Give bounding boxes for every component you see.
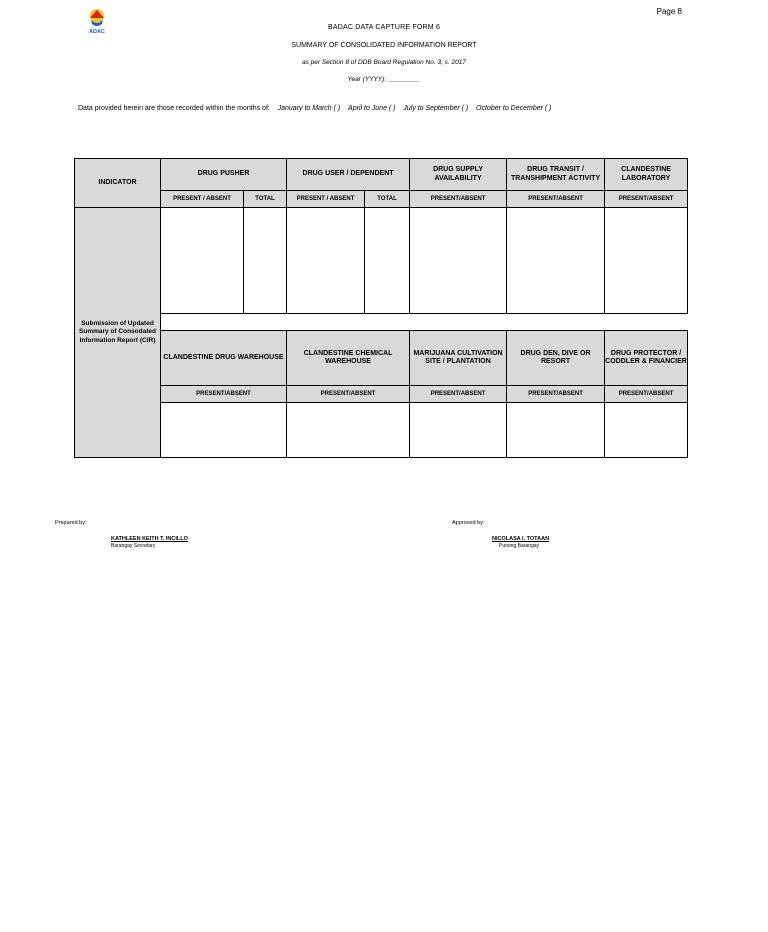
period-q1: January to March ( ) <box>277 105 341 112</box>
den-present-absent-cell[interactable] <box>507 403 605 458</box>
drug-warehouse-header: CLANDESTINE DRUG WAREHOUSE <box>161 331 287 386</box>
page-number: Page 8 <box>656 7 682 16</box>
user-total-cell[interactable] <box>365 208 410 314</box>
regulation-reference: as per Section 8 of DDB Board Regulation No. 3, s. 2017 <box>301 59 467 66</box>
form-title: BADAC DATA CAPTURE FORM 6 <box>327 24 441 31</box>
protector-present-absent-cell[interactable] <box>605 403 688 458</box>
user-present-absent-cell[interactable] <box>287 208 365 314</box>
chem-present-absent-cell[interactable] <box>287 403 410 458</box>
marijuana-site-header: MARIJUANA CULTIVATION SITE / PLANTATION <box>410 331 507 386</box>
user-total-header: TOTAL <box>365 191 410 208</box>
transit-present-absent-cell[interactable] <box>507 208 605 314</box>
pusher-total-cell[interactable] <box>244 208 287 314</box>
year-field: Year (YYYY): _________ <box>347 76 421 83</box>
warehouse-present-absent-cell[interactable] <box>161 403 287 458</box>
chemical-warehouse-header: CLANDESTINE CHEMICAL WAREHOUSE <box>287 331 410 386</box>
drug-supply-header: DRUG SUPPLY AVAILABILITY <box>410 159 507 191</box>
marijuana-present-absent-header: PRESENT/ABSENT <box>410 386 507 403</box>
lab-present-absent-cell[interactable] <box>605 208 688 314</box>
badac-logo-icon <box>82 6 112 36</box>
cir-table <box>74 158 688 458</box>
lab-present-absent-header: PRESENT/ABSENT <box>605 191 688 208</box>
marijuana-present-absent-cell[interactable] <box>410 403 507 458</box>
user-present-absent-header: PRESENT / ABSENT <box>287 191 365 208</box>
approved-by-name: NICOLASA I. TOTAAN <box>492 536 550 542</box>
clandestine-lab-header: CLANDESTINE LABORATORY <box>605 159 688 191</box>
supply-present-absent-header: PRESENT/ABSENT <box>410 191 507 208</box>
report-title: SUMMARY OF CONSOLIDATED INFORMATION REPORT <box>291 42 477 49</box>
warehouse-present-absent-header: PRESENT/ABSENT <box>161 386 287 403</box>
prepared-by-name: KATHLEEN KEITH T. INCILLO <box>111 536 188 542</box>
drug-protector-header: DRUG PROTECTOR / CODDLER & FINANCIER <box>605 331 688 386</box>
drug-transit-header: DRUG TRANSIT / TRANSHIPMENT ACTIVITY <box>507 159 605 191</box>
supply-present-absent-cell[interactable] <box>410 208 507 314</box>
chem-present-absent-header: PRESENT/ABSENT <box>287 386 410 403</box>
transit-present-absent-header: PRESENT/ABSENT <box>507 191 605 208</box>
approved-by-label: Approved by: <box>452 520 485 526</box>
period-q3: July to September ( ) <box>403 105 469 112</box>
drug-user-header: DRUG USER / DEPENDENT <box>287 159 410 191</box>
period-intro: Data provided herein are those recorded within the months of: <box>78 105 270 112</box>
protector-present-absent-header: PRESENT/ABSENT <box>605 386 688 403</box>
cir-row-label: Submission of Updated Summary of Consodated Information Report (CIR) <box>75 208 161 458</box>
period-q4: October to December ( ) <box>476 105 552 112</box>
reporting-period <box>78 104 598 114</box>
indicator-header: INDICATOR <box>75 159 161 208</box>
pusher-present-absent-header: PRESENT / ABSENT <box>161 191 244 208</box>
den-present-absent-header: PRESENT/ABSENT <box>507 386 605 403</box>
prepared-by-label: Prepared by: <box>55 520 87 526</box>
approved-by-role: Punong Barangay <box>499 543 540 549</box>
period-q2: April to June ( ) <box>348 105 396 112</box>
drug-den-header: DRUG DEN, DIVE OR RESORT <box>507 331 605 386</box>
spacer-row <box>161 314 688 331</box>
prepared-by-role: Barangay Secretary <box>111 543 156 549</box>
pusher-total-header: TOTAL <box>244 191 287 208</box>
svg-text:ADAC: ADAC <box>89 29 105 35</box>
pusher-present-absent-cell[interactable] <box>161 208 244 314</box>
drug-pusher-header: DRUG PUSHER <box>161 159 287 191</box>
